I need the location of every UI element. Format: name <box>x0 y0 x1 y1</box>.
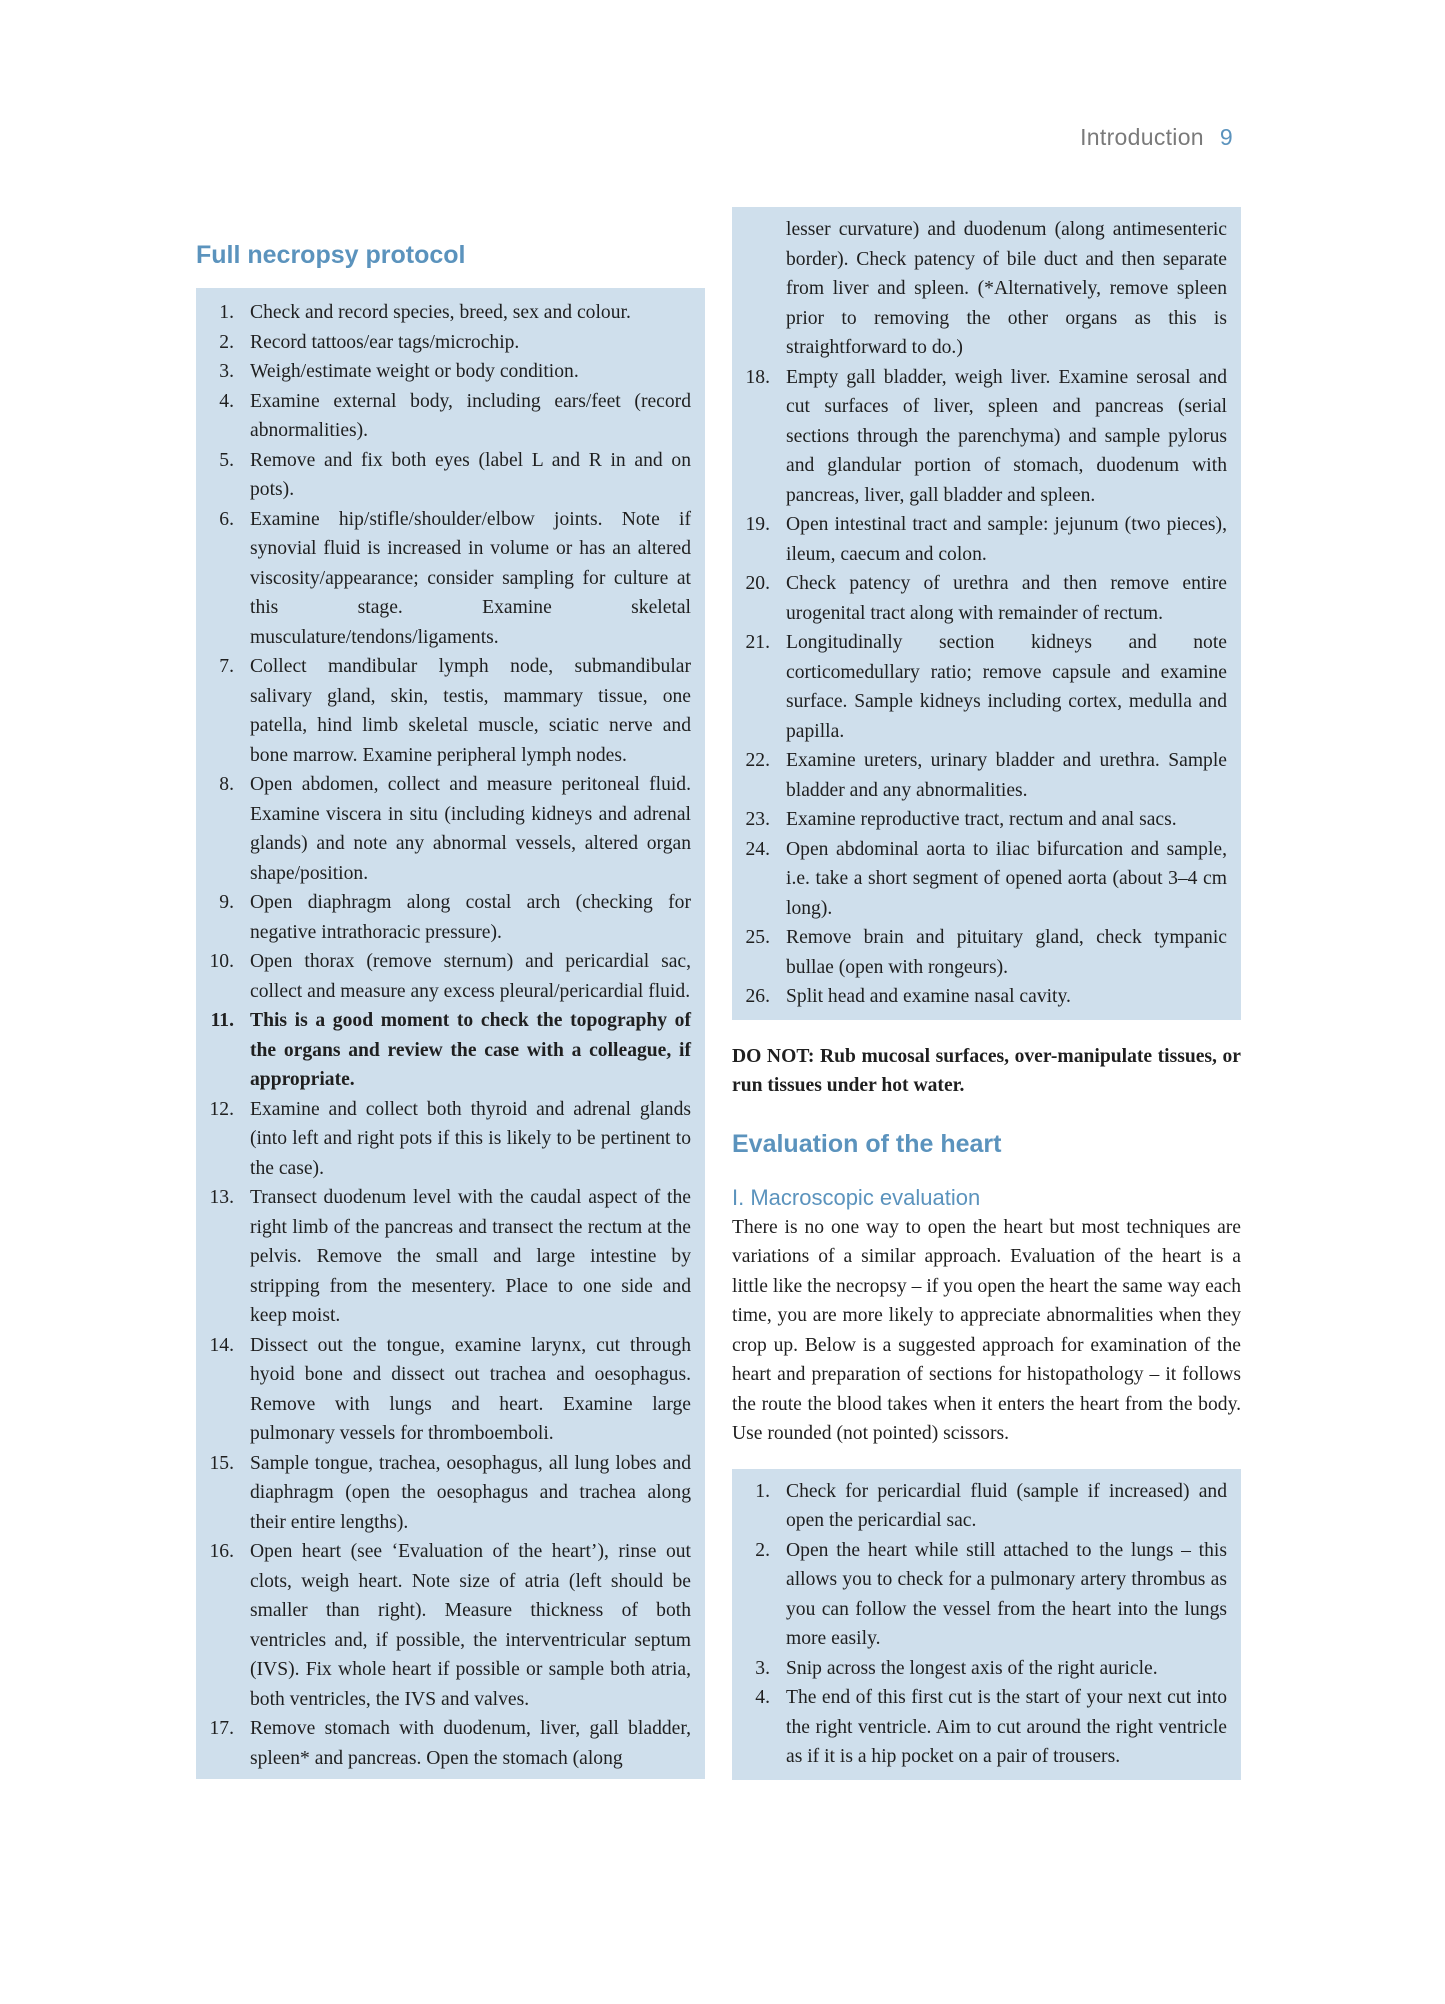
step-number: 1. <box>219 302 234 323</box>
step-text: Open heart (see ‘Evaluation of the heart’), rinse out clots, weigh heart. Note size of atria (left should be smaller than right). Measure thickness of both ventricles and, if possible, the interventricular septum (IVS). Fix whole heart if possible or sample both atria, both ventricles, the IVS and valves. <box>250 1541 691 1710</box>
step-number: 2. <box>219 331 234 353</box>
heart-intro: There is no one way to open the heart but most techniques are variations of a similar approach. Evaluation of the heart is a little like the necropsy – if you open the heart the same way each time, you are more likely to appreciate abnormalities when they crop up. Below is a suggested approach for examination of the heart and preparation of sections for histopathology – it follows the route the blood takes when it enters the heart from the body. Use rounded (not pointed) scissors. <box>732 1216 1241 1444</box>
step-number: 4. <box>755 1687 770 1708</box>
step-item <box>196 770 705 888</box>
warning-note: DO NOT: Rub mucosal surfaces, over-manipulate tissues, or run tissues under hot water. <box>732 1045 1241 1096</box>
step-number: 9. <box>219 892 234 913</box>
step-text: The end of this first cut is the start of your next cut into the right ventricle. Aim to cut around the right ventricle as if it is a hip pocket on a pair of trousers. <box>786 1687 1227 1767</box>
step-item <box>196 1449 705 1538</box>
step-number: 1. <box>755 1480 770 1502</box>
step-text: Examine reproductive tract, rectum and anal sacs. <box>786 809 1177 830</box>
step-item <box>732 923 1241 982</box>
step-text: Examine hip/stifle/shoulder/elbow joints. Note if synovial fluid is increased in volume or has an altered viscosity/appearance; consider sampling for culture at this stage. Examine skeletal musculature/tendons/ligaments. <box>250 508 691 648</box>
step-text: Open abdomen, collect and measure peritoneal fluid. Examine viscera in situ (including kidneys and adrenal glands) and note any abnormal vessels, altered organ shape/position. <box>250 774 691 884</box>
step-text: Examine and collect both thyroid and adrenal glands (into left and right pots if this is likely to be pertinent to the case). <box>250 1098 691 1179</box>
protocol-steps-continued <box>732 215 1241 363</box>
left-column <box>196 238 705 1779</box>
step-text: Collect mandibular lymph node, submandibular salivary gland, skin, testis, mammary tissue, one patella, hind limb skeletal muscle, sciatic nerve and bone marrow. Examine peripheral lymph nodes. <box>250 656 691 766</box>
step-item <box>196 1183 705 1331</box>
step-item <box>732 569 1241 628</box>
step-item <box>196 505 705 653</box>
step-text: Remove brain and pituitary gland, check tympanic bullae (open with rongeurs). <box>786 927 1227 978</box>
section-name: Introduction <box>1080 124 1204 150</box>
step-number: 17. <box>209 1718 234 1739</box>
page-number: 9 <box>1219 124 1233 150</box>
protocol-box <box>196 288 705 1779</box>
step-text: Open diaphragm along costal arch (checking for negative intrathoracic pressure). <box>250 892 691 943</box>
step-item <box>196 1714 705 1773</box>
step-number: 7. <box>219 656 234 677</box>
step-number: 18. <box>745 366 770 388</box>
step-item <box>732 835 1241 924</box>
step-item <box>196 446 705 505</box>
step-item <box>732 1477 1241 1536</box>
step-item <box>732 805 1241 835</box>
step-item <box>732 1536 1241 1654</box>
heart-heading: Evaluation of the heart <box>732 1129 1002 1158</box>
step-item <box>196 1006 705 1095</box>
step-item <box>196 1537 705 1714</box>
step-number: 22. <box>745 750 770 771</box>
step-item <box>732 510 1241 569</box>
step-number: 3. <box>219 361 234 382</box>
step-item <box>196 357 705 387</box>
step-text: Weigh/estimate weight or body condition. <box>250 361 579 382</box>
step-text: Dissect out the tongue, examine larynx, cut through hyoid bone and dissect out trachea and oesophagus. Remove with lungs and heart. Examine large pulmonary vessels for thromboemboli. <box>250 1334 691 1444</box>
step-item <box>732 1654 1241 1684</box>
step-text: Empty gall bladder, weigh liver. Examine serosal and cut surfaces of liver, spleen and pancreas (serial sections through the parenchyma) and sample pylorus and glandular portion of stomach, duodenum with pancreas, liver, gall bladder and spleen. <box>786 366 1227 506</box>
running-head <box>1080 124 1233 151</box>
step-number: 8. <box>219 774 234 795</box>
step-text: Examine external body, including ears/feet (record abnormalities). <box>250 390 691 441</box>
step-number: 16. <box>209 1541 234 1562</box>
step-number: 21. <box>745 632 770 653</box>
step-number: 10. <box>209 951 234 972</box>
step-number: 14. <box>209 1334 234 1356</box>
step-text: Longitudinally section kidneys and note corticomedullary ratio; remove capsule and examine surface. Sample kidneys including cortex, medulla and papilla. <box>786 632 1227 742</box>
step-item <box>732 628 1241 746</box>
step-text: Snip across the longest axis of the right auricle. <box>786 1657 1158 1679</box>
heart-steps-box <box>732 1469 1241 1780</box>
step-item <box>732 363 1241 511</box>
step-number: 12. <box>209 1098 234 1120</box>
step-number: 24. <box>745 838 770 860</box>
step-text: Open abdominal aorta to iliac bifurcation and sample, i.e. take a short segment of opened aorta (about 3–4 cm long). <box>786 838 1227 919</box>
step-number: 26. <box>745 986 770 1007</box>
step-number: 3. <box>755 1657 770 1679</box>
protocol-steps-list <box>196 298 705 1773</box>
step-text: Remove and fix both eyes (label L and R in and on pots). <box>250 449 691 500</box>
step-number: 11. <box>210 1010 234 1031</box>
step-item <box>196 298 705 328</box>
step-item <box>196 1095 705 1184</box>
step-item <box>196 328 705 358</box>
protocol-steps-list-right <box>732 363 1241 1012</box>
step-number: 15. <box>209 1452 234 1474</box>
step-text: Remove stomach with duodenum, liver, gall bladder, spleen* and pancreas. Open the stomach (along <box>250 1718 691 1769</box>
step-number: 23. <box>745 809 770 830</box>
step-text: Check patency of urethra and then remove entire urogenital tract along with remainder of rectum. <box>786 573 1227 624</box>
step-text: Examine ureters, urinary bladder and urethra. Sample bladder and any abnormalities. <box>786 750 1227 801</box>
step-17-continued: lesser curvature) and duodenum (along antimesenteric border). Check patency of bile duct and then separate from liver and spleen. (*Alternatively, remove spleen prior to removing the other organs as this is straightforward to do.) <box>786 219 1227 358</box>
step-item <box>196 947 705 1006</box>
step-text: Check for pericardial fluid (sample if increased) and open the pericardial sac. <box>786 1480 1227 1531</box>
step-item <box>196 1331 705 1449</box>
right-column <box>732 207 1241 1780</box>
step-number: 19. <box>745 514 770 535</box>
step-text: Open intestinal tract and sample: jejunum (two pieces), ileum, caecum and colon. <box>786 514 1227 565</box>
protocol-heading: Full necropsy protocol <box>196 241 466 269</box>
step-item <box>196 888 705 947</box>
heart-steps-list <box>732 1477 1241 1772</box>
protocol-box-continued <box>732 207 1241 1020</box>
step-number: 20. <box>745 573 770 594</box>
step-text: Transect duodenum level with the caudal aspect of the right limb of the pancreas and transect the rectum at the pelvis. Remove the small and large intestine by stripping from the mesentery. Place to one side and keep moist. <box>250 1187 691 1326</box>
step-text: Sample tongue, trachea, oesophagus, all lung lobes and diaphragm (open the oesophagus and trachea along their entire lengths). <box>250 1452 691 1533</box>
step-number: 13. <box>209 1187 234 1208</box>
step-item <box>732 1683 1241 1772</box>
step-item <box>732 746 1241 805</box>
step-text: This is a good moment to check the topography of the organs and review the case with a colleague, if appropriate. <box>250 1010 691 1090</box>
step-item <box>196 387 705 446</box>
step-number: 6. <box>219 508 234 530</box>
step-number: 5. <box>219 449 234 471</box>
step-number: 2. <box>755 1539 770 1561</box>
step-number: 25. <box>745 927 770 948</box>
heart-subheading: I. Macroscopic evaluation <box>732 1184 981 1210</box>
step-item <box>196 652 705 770</box>
step-item <box>732 982 1241 1012</box>
step-text: Open the heart while still attached to the lungs – this allows you to check for a pulmonary artery thrombus as you can follow the vessel from the heart into the lungs more easily. <box>786 1539 1227 1649</box>
step-text: Split head and examine nasal cavity. <box>786 986 1071 1007</box>
step-text: Open thorax (remove sternum) and pericardial sac, collect and measure any excess pleural/pericardial fluid. <box>250 951 691 1002</box>
step-text: Record tattoos/ear tags/microchip. <box>250 331 520 353</box>
step-text: Check and record species, breed, sex and colour. <box>250 302 631 323</box>
step-number: 4. <box>219 390 234 412</box>
